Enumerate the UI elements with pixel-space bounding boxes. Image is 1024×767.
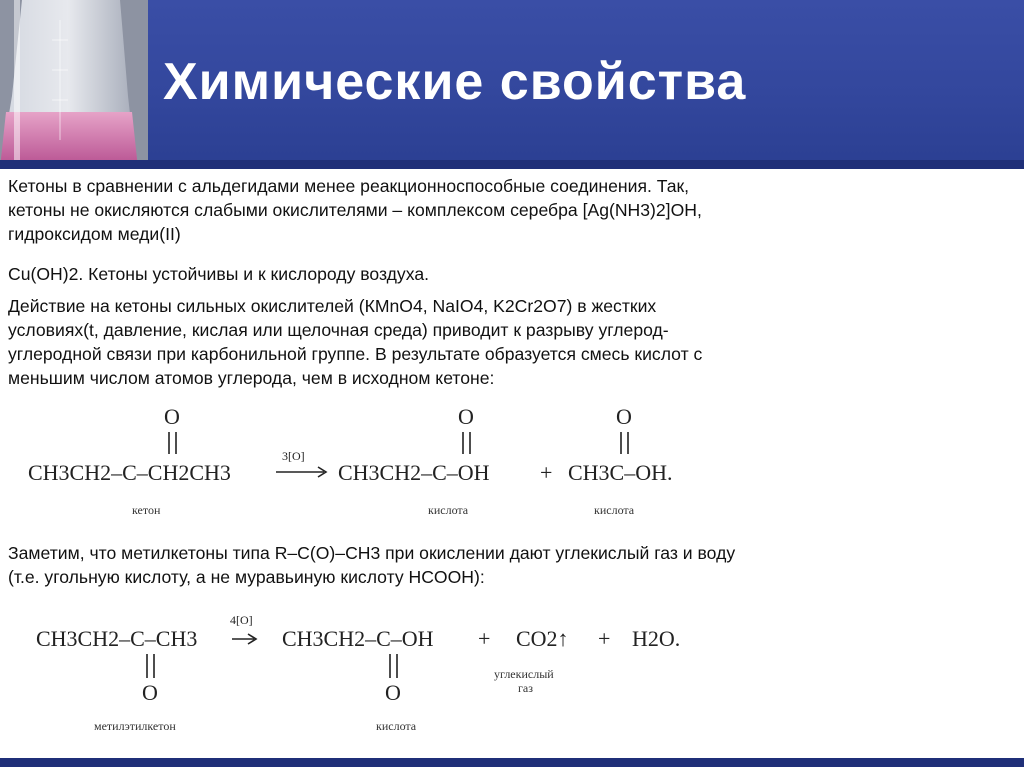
text-line: условиях(t, давление, кислая или щелочная среда) приводит к разрыву углерод- <box>8 320 669 340</box>
acid-label: кислота <box>428 503 469 517</box>
water-formula: H2O. <box>632 626 681 651</box>
text-line: (т.е. угольную кислоту, а не муравьиную кислоту HCOOH): <box>8 567 485 587</box>
bottom-stripe <box>0 758 1024 767</box>
plus-sign: + <box>478 626 491 651</box>
gas-label: газ <box>518 681 533 695</box>
text-line: гидроксидом меди(II) <box>8 224 181 244</box>
reaction-condition: 4[O] <box>230 613 253 627</box>
text-line: Заметим, что метилкетоны типа R–C(O)–CH3 при окислении дают углекислый газ и воду <box>8 543 736 563</box>
gas-label: углекислый <box>494 667 554 681</box>
text-line: кетоны не окисляются слабыми окислителями – комплексом серебра [Ag(NH3)2]OH, <box>8 200 702 220</box>
acid-formula-2: CH3C–OH. <box>568 460 673 485</box>
ketone-formula: CH3CH2–C–CH2CH3 <box>28 460 231 485</box>
slide-title: Химические свойства <box>163 53 747 111</box>
flask-photo-image <box>0 0 148 168</box>
methylketone-label: метилэтилкетон <box>94 719 176 733</box>
text-line: Действие на кетоны сильных окислителей (КМnO4, NaIO4, K2Cr2O7) в жестких <box>8 296 657 316</box>
plus-sign: + <box>598 626 611 651</box>
plus-sign: + <box>540 460 553 485</box>
intro-paragraph <box>8 174 1008 246</box>
ketone-label: кетон <box>132 503 161 517</box>
acid-formula-1: CH3CH2–C–OH <box>338 460 490 485</box>
acid-formula: CH3CH2–C–OH <box>282 626 434 651</box>
oxygen-atom: O <box>164 404 180 429</box>
reaction-1-scheme <box>20 398 720 523</box>
text-line: углеродной связи при карбонильной группе. В результате образуется смесь кислот с <box>8 344 703 364</box>
header-stripe <box>0 160 1024 169</box>
text-line: Кетоны в сравнении с альдегидами менее реакционноспособные соединения. Так, <box>8 176 690 196</box>
acid-label: кислота <box>376 719 417 733</box>
reaction-condition: 3[O] <box>282 449 305 463</box>
oxygen-atom: O <box>616 404 632 429</box>
acid-label: кислота <box>594 503 635 517</box>
text-line: меньшим числом атомов углерода, чем в исходном кетоне: <box>8 368 495 388</box>
oxygen-atom: O <box>385 680 401 705</box>
oxidation-paragraph <box>8 294 1008 390</box>
text-line: Cu(OH)2. Кетоны устойчивы и к кислороду воздуха. <box>8 264 430 284</box>
oxygen-atom: O <box>142 680 158 705</box>
methylketone-formula: CH3CH2–C–CH3 <box>36 626 198 651</box>
oxygen-atom: O <box>458 404 474 429</box>
co2-formula: CO2↑ <box>516 626 569 651</box>
stability-paragraph <box>8 262 1008 286</box>
reaction-2-scheme <box>20 606 720 746</box>
methylketone-paragraph <box>8 541 1008 589</box>
